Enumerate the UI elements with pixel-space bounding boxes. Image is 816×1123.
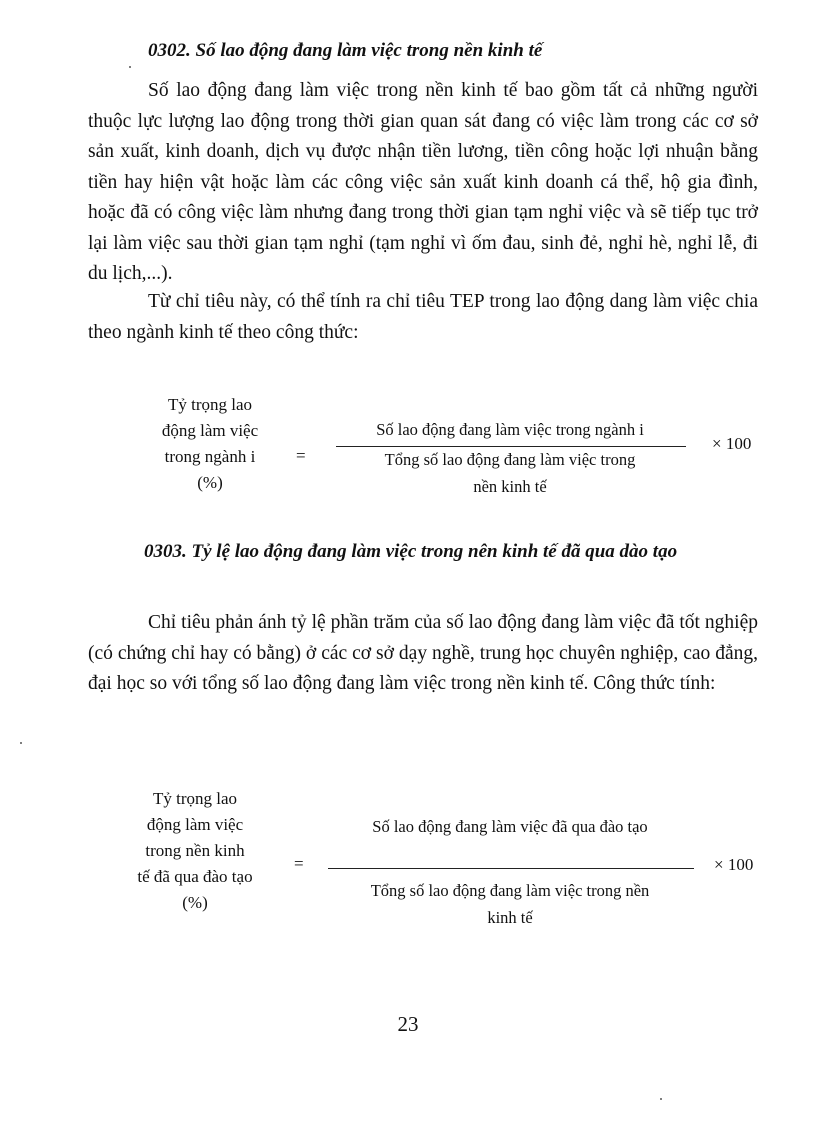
formula-0302-equals: =	[296, 446, 306, 465]
formula-0303-left-side	[105, 786, 285, 916]
formula-0303-left-line: Tỷ trọng lao	[152, 789, 238, 808]
formula-0303-equals: =	[294, 854, 304, 873]
formula-0303-left-line: (%)	[182, 893, 208, 912]
formula-0302-denominator-line: Tổng số lao động đang làm việc trong	[384, 450, 636, 469]
formula-0303-multiplier: × 100	[714, 855, 754, 874]
formula-0303-denominator	[320, 877, 700, 931]
section-0302-paragraph-2: Từ chỉ tiêu này, có thể tính ra chỉ tiêu TEP trong lao động dang làm việc chia theo ngành kinh tế theo công thức:	[88, 291, 758, 343]
formula-0303-left-line: trong nền kinh	[145, 841, 245, 860]
formula-0303-numerator: Số lao động đang làm việc đã qua đào tạo	[372, 817, 648, 836]
scan-speck	[129, 66, 131, 68]
formula-0302-denominator	[330, 446, 690, 500]
formula-0302-numerator: Số lao động đang làm việc trong ngành i	[376, 420, 644, 439]
section-0302-heading: 0302. Số lao động đang làm việc trong nền kinh tế	[148, 40, 543, 61]
formula-0303-left-line: tế đã qua đào tạo	[137, 867, 253, 886]
formula-0303-denominator-line: Tổng số lao động đang làm việc trong nền	[370, 881, 650, 900]
section-0303-paragraph-1: Chỉ tiêu phản ánh tỷ lệ phần trăm của số lao động đang làm việc đã tốt nghiệp (có chứng chỉ hay có bằng) ở các cơ sở dạy nghề, trung học chuyên nghiệp, cao đẳng, đại học so với tổng số lao động đang làm việc trong nền kinh tế. Công thức tính:	[88, 612, 758, 694]
page-number: 23	[397, 1012, 419, 1036]
formula-0302-denominator-line: nền kinh tế	[473, 477, 547, 496]
formula-0303-left-line: động làm việc	[146, 815, 244, 834]
formula-0302-left-line: Tỷ trọng lao	[167, 395, 253, 414]
section-0303-heading: 0303. Tỷ lệ lao động đang làm việc trong nên kinh tế đã qua dào tạo	[144, 541, 678, 562]
formula-0302-left-line: động làm việc	[161, 421, 259, 440]
formula-0302-multiplier: × 100	[712, 434, 752, 453]
formula-0302-left-side	[130, 392, 290, 496]
formula-0302-left-line: (%)	[197, 473, 223, 492]
formula-0302-left-line: trong ngành i	[164, 447, 256, 466]
scan-speck	[660, 1098, 662, 1100]
section-0302-paragraph-1: Số lao động đang làm việc trong nền kinh tế bao gồm tất cả những người thuộc lực lượng lao động trong thời gian quan sát đang có việc làm trong các cơ sở sản xuất, kinh doanh, dịch vụ được nhận tiền lương, tiền công hoặc lợi nhuận bằng tiền hay hiện vật hoặc làm các công việc sản xuất kinh doanh cá thể, hộ gia đình, hoặc đã có công việc làm nhưng đang trong thời gian tạm nghỉ việc và sẽ tiếp tục trở lại làm việc sau thời gian tạm nghỉ (tạm nghỉ vì ốm đau, sinh đẻ, nghỉ hè, nghỉ lễ, đi du lịch,...).	[88, 80, 758, 284]
formula-0303-fraction-bar	[328, 868, 694, 869]
scan-speck	[20, 742, 22, 744]
formula-0303-denominator-line: kinh tế	[487, 908, 533, 927]
